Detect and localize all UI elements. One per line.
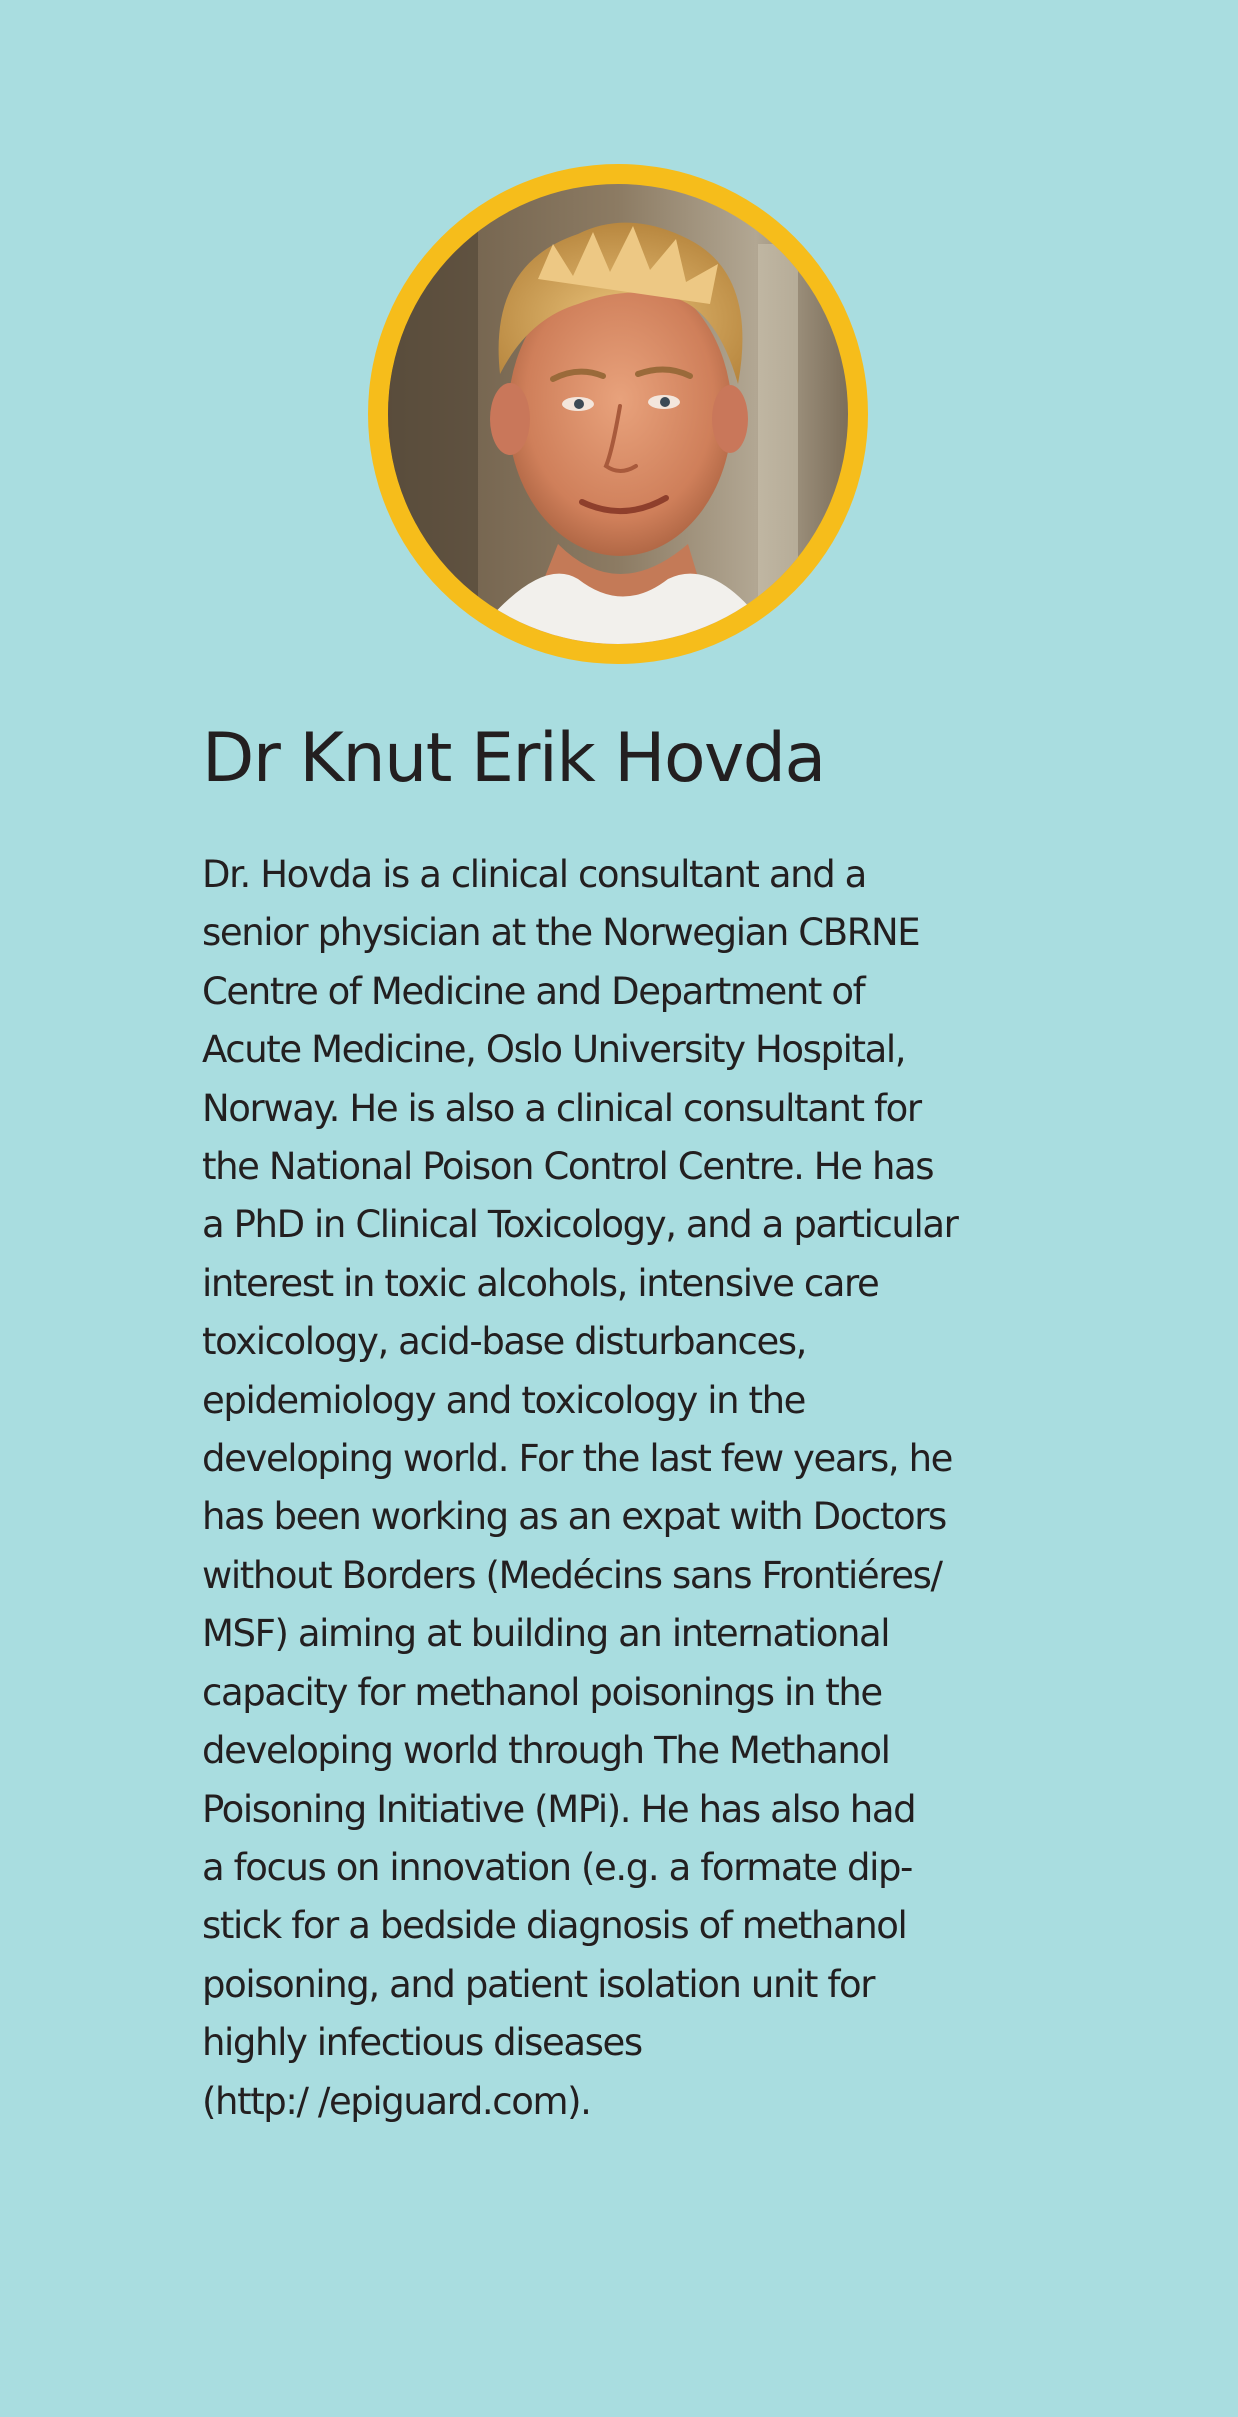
bio-line: senior physician at the Norwegian CBRNE [202, 911, 920, 955]
bio-line: without Borders (Medécins sans Frontiéres/ [202, 1553, 942, 1597]
bio-link-line: (http:/ /epiguard.com). [202, 2079, 591, 2123]
portrait-photo [388, 184, 848, 644]
bio-line: Norway. He is also a clinical consultant for [202, 1086, 921, 1130]
bio-line: stick for a bedside diagnosis of methanol [202, 1904, 907, 1948]
bio-line: Poisoning Initiative (MPi). He has also had [202, 1787, 916, 1831]
bio-line: a PhD in Clinical Toxicology, and a particular [202, 1203, 958, 1247]
bio-line: has been working as an expat with Doctors [202, 1495, 946, 1539]
bio-line: toxicology, acid-base disturbances, [202, 1320, 807, 1364]
bio-line: highly infectious diseases [202, 2021, 642, 2065]
bio-line: Centre of Medicine and Department of [202, 969, 865, 1013]
bio-line: capacity for methanol poisonings in the [202, 1670, 882, 1714]
bio-line: epidemiology and toxicology in the [202, 1378, 806, 1422]
bio-line: interest in toxic alcohols, intensive care [202, 1261, 879, 1305]
bio-line: developing world through The Methanol [202, 1729, 890, 1773]
bio-line: developing world. For the last few years, he [202, 1437, 953, 1481]
portrait-frame [368, 164, 868, 664]
bio-line: poisoning, and patient isolation unit for [202, 1962, 875, 2006]
bio-line: the National Poison Control Centre. He has [202, 1145, 934, 1189]
biography-text [202, 846, 1102, 2131]
bio-line: MSF) aiming at building an international [202, 1612, 890, 1656]
person-name: Dr Knut Erik Hovda [202, 719, 825, 798]
bio-line: Dr. Hovda is a clinical consultant and a [202, 853, 866, 896]
bio-line: a focus on innovation (e.g. a formate dip- [202, 1845, 912, 1889]
bio-line: Acute Medicine, Oslo University Hospital, [202, 1028, 906, 1072]
